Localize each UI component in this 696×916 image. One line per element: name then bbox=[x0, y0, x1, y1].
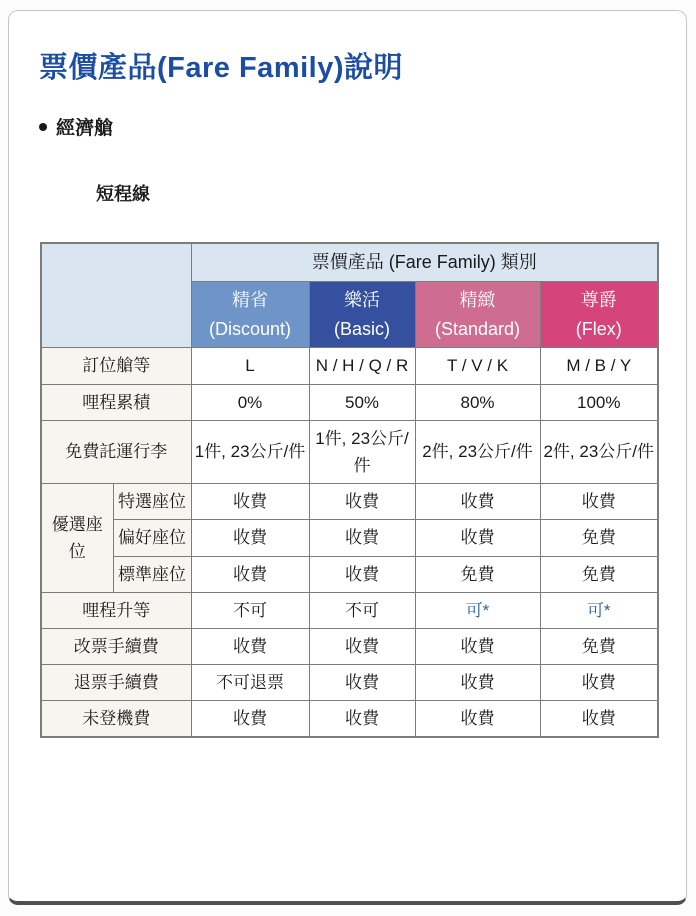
row-label: 免費託運行李 bbox=[41, 420, 191, 483]
table-cell: 收費 bbox=[309, 556, 415, 592]
bullet-icon bbox=[39, 123, 47, 131]
table-row bbox=[41, 520, 658, 556]
table-cell: 100% bbox=[540, 384, 658, 420]
bullet-label-economy: 經濟艙 bbox=[56, 118, 114, 139]
row-group-label: 優選座位 bbox=[41, 484, 113, 593]
row-label: 哩程升等 bbox=[41, 592, 191, 628]
table-cell: M / B / Y bbox=[540, 348, 658, 384]
fare-name: 樂活 bbox=[344, 289, 380, 310]
corner-cell bbox=[41, 243, 191, 348]
table-row bbox=[41, 348, 658, 384]
table-cell: 2件, 23公斤/件 bbox=[415, 420, 540, 483]
fare-name: 精省 bbox=[232, 289, 268, 310]
table-cell: 收費 bbox=[415, 520, 540, 556]
table-row bbox=[41, 384, 658, 420]
table-cell: T / V / K bbox=[415, 348, 540, 384]
table-row bbox=[41, 484, 658, 520]
table-cell: 收費 bbox=[415, 665, 540, 701]
table-cell: 收費 bbox=[191, 556, 309, 592]
fare-subname: (Standard) bbox=[434, 318, 521, 339]
table-cell: 收費 bbox=[540, 665, 658, 701]
table-cell: 收費 bbox=[415, 628, 540, 664]
table-cell: 收費 bbox=[191, 520, 309, 556]
table-cell: 收費 bbox=[309, 701, 415, 738]
table-cell: 收費 bbox=[191, 628, 309, 664]
fare-column-header bbox=[540, 281, 658, 348]
table-cell: 80% bbox=[415, 384, 540, 420]
row-label: 訂位艙等 bbox=[41, 348, 191, 384]
cell-link[interactable]: 可* bbox=[586, 600, 611, 620]
table-cell: 收費 bbox=[309, 665, 415, 701]
fare-column-header bbox=[191, 281, 309, 348]
row-label: 哩程累積 bbox=[41, 384, 191, 420]
table-cell[interactable] bbox=[540, 592, 658, 628]
table-cell: 0% bbox=[191, 384, 309, 420]
table-row bbox=[41, 592, 658, 628]
cell-link[interactable]: 可* bbox=[465, 600, 490, 620]
fare-category-title: 票價產品 (Fare Family) 類別 bbox=[191, 243, 658, 281]
table-cell[interactable] bbox=[415, 592, 540, 628]
table-cell: 不可退票 bbox=[191, 665, 309, 701]
table-cell: 收費 bbox=[415, 701, 540, 738]
fare-column-header bbox=[415, 281, 540, 348]
table-cell: 1件, 23公斤/件 bbox=[191, 420, 309, 483]
fare-family-table bbox=[40, 242, 659, 738]
row-label: 偏好座位 bbox=[113, 520, 191, 556]
subheading-short-haul: 短程線 bbox=[96, 184, 150, 204]
fare-name: 精緻 bbox=[459, 289, 496, 310]
row-label: 特選座位 bbox=[113, 484, 191, 520]
table-row bbox=[41, 556, 658, 592]
row-label: 未登機費 bbox=[41, 701, 191, 738]
table-cell: 2件, 23公斤/件 bbox=[540, 420, 658, 483]
table-cell: 收費 bbox=[540, 484, 658, 520]
table-cell: 收費 bbox=[309, 628, 415, 664]
table-cell: 50% bbox=[309, 384, 415, 420]
bullet-line-economy bbox=[39, 113, 686, 140]
table-header-title-row bbox=[41, 243, 658, 281]
content-card bbox=[8, 10, 687, 905]
table-cell: 免費 bbox=[415, 556, 540, 592]
table-cell: N / H / Q / R bbox=[309, 348, 415, 384]
table-cell: 收費 bbox=[540, 701, 658, 738]
table-cell: 收費 bbox=[309, 484, 415, 520]
table-cell: 免費 bbox=[540, 520, 658, 556]
table-cell: 收費 bbox=[309, 520, 415, 556]
table-cell: 不可 bbox=[309, 592, 415, 628]
table-cell: 免費 bbox=[540, 556, 658, 592]
fare-subname: (Discount) bbox=[208, 318, 292, 339]
table-cell: 不可 bbox=[191, 592, 309, 628]
table-cell: 免費 bbox=[540, 628, 658, 664]
table-row bbox=[41, 628, 658, 664]
fare-column-header bbox=[309, 281, 415, 348]
table-row bbox=[41, 665, 658, 701]
row-label: 標準座位 bbox=[113, 556, 191, 592]
fare-subname: (Flex) bbox=[575, 318, 622, 339]
table-cell: 收費 bbox=[415, 484, 540, 520]
table-cell: 收費 bbox=[191, 701, 309, 738]
table-row bbox=[41, 420, 658, 483]
fare-name: 尊爵 bbox=[580, 289, 617, 310]
table-cell: 1件, 23公斤/件 bbox=[309, 420, 415, 483]
page-title: 票價產品(Fare Family)說明 bbox=[39, 52, 403, 84]
fare-subname: (Basic) bbox=[333, 318, 390, 339]
table-cell: 收費 bbox=[191, 484, 309, 520]
row-label: 退票手續費 bbox=[41, 665, 191, 701]
row-label: 改票手續費 bbox=[41, 628, 191, 664]
table-cell: L bbox=[191, 348, 309, 384]
table-row bbox=[41, 701, 658, 738]
